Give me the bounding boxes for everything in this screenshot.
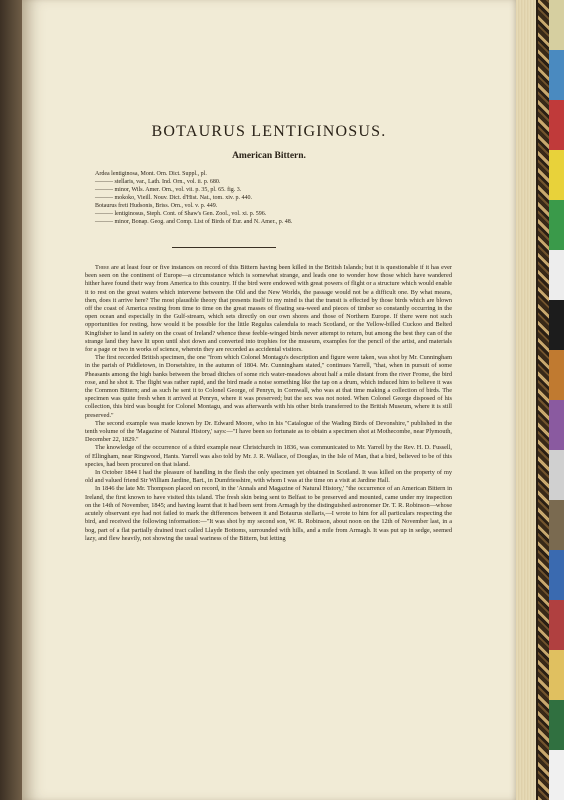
color-swatch	[549, 500, 564, 550]
color-swatch	[549, 0, 564, 50]
color-swatch	[549, 400, 564, 450]
page-subtitle: American Bittern.	[232, 151, 306, 161]
paragraph: The second example was made known by Dr. Edward Moore, who in his "Catalogue of the Wading Birds of Devonshire," published in the tenth volume of the 'Magazine of Natural History,' says:—"I have been so fortunate as to obtain a specimen shot at Mothecombe, near Plymouth, December 22, 1829."	[85, 419, 452, 444]
paragraph: The knowledge of the occurrence of a third example near Christchurch in 1836, was communicated to Mr. Yarrell by the Rev. H. D. Fussell, of Ellingham, near Ringwood, Hants. Yarrell was also told by Mr. J. R. Wallace, of Douglas, in the Isle of Man, that a bird, believed to be of this species, had been procured on that island.	[85, 444, 452, 468]
paragraph	[85, 264, 452, 354]
paragraph: In October 1844 I had the pleasure of handling in the flesh the only specimen yet obtained in Scotland. It was killed on the property of my old and valued friend Sir William Jardine, Bart., in Dumfriesshire, with whom I was at the time on a visit at Jardine Hall.	[85, 469, 452, 485]
synonym-line: ——— stellaris, var., Lath. Ind. Orn., vol. ii. p. 680.	[95, 179, 221, 185]
color-swatch	[549, 750, 564, 800]
color-swatch	[549, 50, 564, 100]
paragraph-lead-word: There	[95, 264, 110, 271]
color-swatch	[549, 450, 564, 500]
color-swatch	[549, 550, 564, 600]
synonym-line: Ardea lentiginosa, Mont. Orn. Dict. Suppl., pl.	[95, 171, 207, 177]
paragraph: In 1846 the late Mr. Thompson placed on record, in the 'Annals and Magazine of Natural History,' "the occurrence of an American Bittern in Ireland, the first known to have visited this island. The fresh skin being sent to Belfast to be preserved and mounted, came under my inspection on the 14th of November, 1845; and having learnt that it had been sent from Armagh by the distinguished astronomer Dr. T. R. Robinson—whose acutely observant eye had not failed to mark the differences between it and Botaurus stellaris,—I wrote to him for all particulars respecting the bird, and received the following information:—"It was shot by my second son, W. R. Robinson, about noon on the 12th of November last, in a bog, part of a flat partially drained tract called Llayde Bottoms, surrounded with hills, and a mile from Armagh. It was put up in sedge, seemed lazy, and flew heavily, not showing the usual wariness of the Bittern, but letting	[85, 485, 452, 542]
color-swatch	[549, 250, 564, 300]
synonym-line: ——— minor, Bonap. Geog. and Comp. List of Birds of Eur. and N. Amer., p. 48.	[95, 219, 293, 225]
page-edges	[516, 0, 536, 800]
synonym-line: ——— minor, Wils. Amer. Orn., vol. vii. p. 35, pl. 65. fig. 3.	[95, 187, 242, 193]
color-calibration-bar	[549, 0, 564, 800]
synonym-line: ——— lentiginosus, Steph. Cont. of Shaw's Gen. Zool., vol. xi. p. 596.	[95, 211, 267, 217]
color-swatch	[549, 350, 564, 400]
paragraph: The first recorded British specimen, the one "from which Colonel Montagu's description and figure were taken, was shot by Mr. Cunningham in the parish of Piddletown, in Dorsetshire, in the autumn of 1804. Mr. Cunningham stated," continues Yarrell, "that, when in pursuit of some Pheasants among the high banks between the broad ditches of some rich water-meadows about half a mile distant from the river Frome, the bird rose, and he shot it. The flight was rather rapid, and the bird made a noise something like the tap on a drum, which induced him to believe it was the Common Bittern; and as such he sent it to Colonel George, of Penryn, in Cornwall, who was at that time making a collection of birds. The specimen was quite fresh when it arrived at Penryn, where it was preserved; but the sex was not noted. When Colonel George disposed of his collection, this bird was bought for Colonel Montagu, and was afterwards with his other birds transferred to the British Museum, where it is still preserved."	[85, 354, 452, 419]
color-swatch	[549, 650, 564, 700]
synonymy-list	[95, 170, 292, 226]
color-swatch	[549, 100, 564, 150]
body-text	[85, 264, 452, 543]
page-title: BOTAURUS LENTIGINOSUS.	[151, 123, 387, 140]
paragraph-text: are at least four or five instances on record of this Bittern having been killed in the British Islands; but it is questionable if it has ever been seen on the continent of Europe—a circumstance which is somewhat strange, and leads one to wonder how those which have wandered hither have found their way from America to this country. If the bird were endowed with great powers of flight or a structure which would enable it to rest on the great waters which intervene between the Old and the New Worlds, the passage would not be a difficult one. By what means, then, does it arrive here? The most plausible theory that presents itself to my mind is that the transit is effected by those birds which are blown off the coast of America resting from time to time on the great masses of floating sea-weed and pieces of timber so constantly occurring in the open ocean and especially in the Gulf-stream, which sets directly on our own shores and those of Northern Europe. If there were not such opportunities for resting, how would it be possible for the little Regulus calendula to reach Scotland, or the Yellow-billed Cuckoo and Belted Kingfisher to land in safety on the coast of Ireland? whence these feeble-winged birds never attempt to return, but among the best they can of the strange land they have lit upon until shot down and converted into trophies for the museum, examples for the pencil of the artist, and materials for a page or two in works of science, wherein they are recorded as accidental visitors.	[85, 264, 452, 354]
color-swatch	[549, 200, 564, 250]
color-swatch	[549, 300, 564, 350]
synonym-line: Botaurus freti Hudsonis, Briss. Orn., vol. v. p. 449.	[95, 203, 218, 209]
synonym-line: ——— mokoko, Vieill. Nouv. Dict. d'Hist. Nat., tom. xiv. p. 440.	[95, 195, 252, 201]
color-swatch	[549, 150, 564, 200]
color-swatch	[549, 700, 564, 750]
section-divider	[172, 247, 276, 248]
color-swatch	[549, 600, 564, 650]
